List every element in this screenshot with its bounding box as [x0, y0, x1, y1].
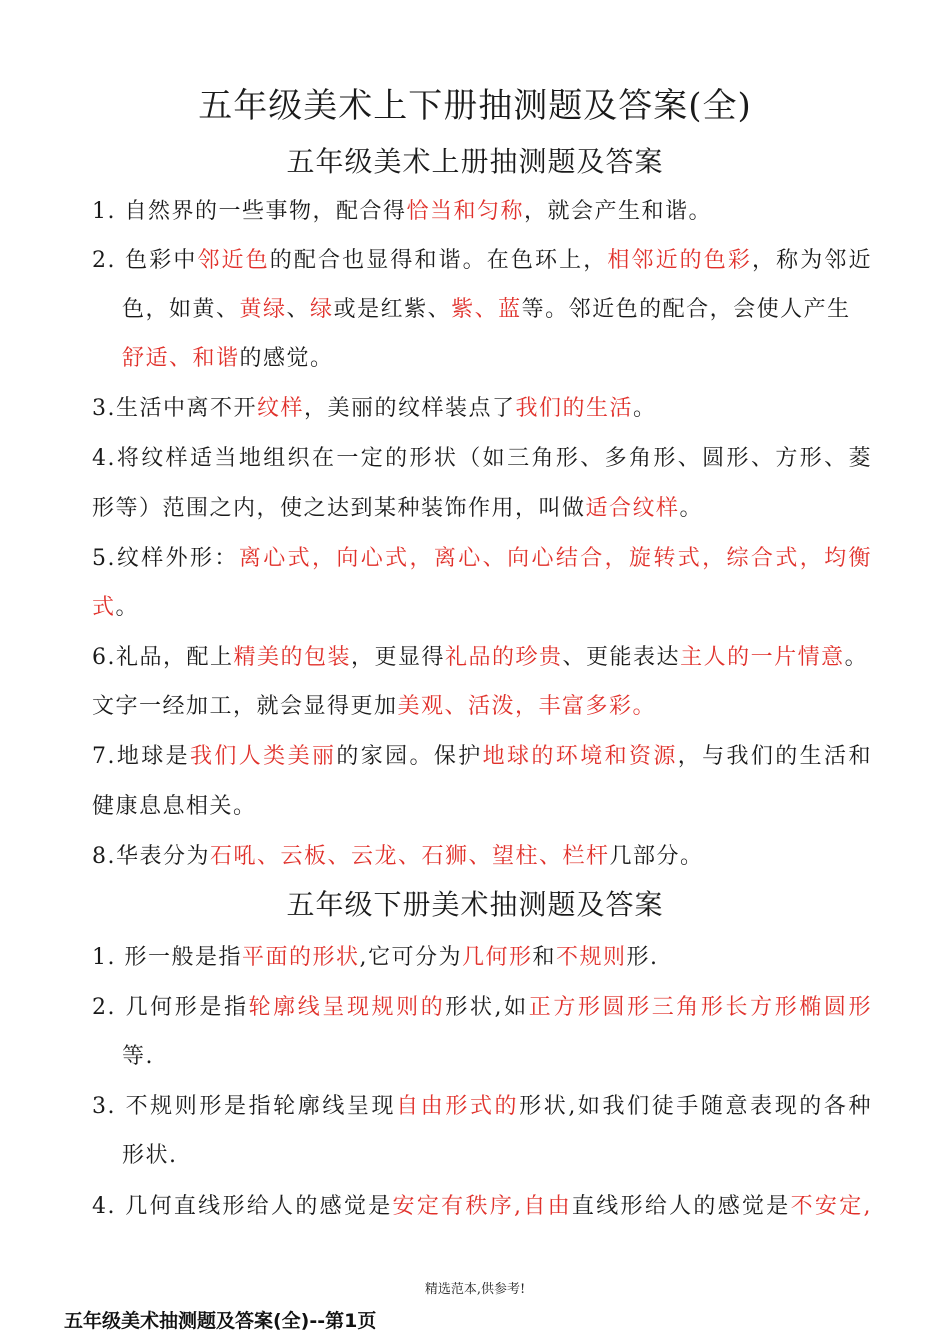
answer-text: 相邻近的色彩 — [607, 248, 753, 273]
part2-q3-line-2 — [122, 1140, 902, 1172]
q7-line-1 — [92, 741, 872, 773]
question-text: 等。邻近色的配合，会使人产生 — [521, 297, 851, 322]
question-text: ,它可分为 — [359, 945, 462, 970]
question-text: 形状. — [122, 1143, 178, 1168]
answer-text: 礼品的珍贵 — [445, 645, 563, 670]
q5-line-2 — [92, 592, 872, 624]
answer-text: 石吼、云板、云龙、石狮、望柱、栏杆 — [210, 844, 610, 869]
part2-q4-line — [92, 1191, 872, 1223]
question-text: 色，如黄、 — [122, 297, 240, 322]
q2-line-1 — [92, 245, 872, 277]
question-text: 形等）范围之内，使之达到某种装饰作用，叫做 — [92, 496, 586, 521]
question-text: 3.生活中离不开 — [92, 396, 257, 421]
q4-line-1 — [92, 443, 872, 475]
question-text: 6.礼品，配上 — [92, 645, 234, 670]
question-text: 的配合也显得和谐。在色环上， — [269, 248, 608, 273]
question-text: 1. 形一般是指 — [92, 945, 242, 970]
answer-text: 平面的形状 — [241, 945, 360, 970]
answer-text: 紫、蓝 — [451, 297, 522, 322]
question-text: 直线形给人的感觉是 — [571, 1194, 791, 1219]
question-text: 的感觉。 — [239, 346, 334, 371]
answer-text: 恰当和匀称 — [406, 199, 524, 224]
part2-q3-line-1 — [92, 1091, 872, 1123]
answer-text: 美观、活泼，丰富多彩。 — [397, 694, 657, 719]
q7-line-2 — [92, 791, 872, 823]
question-text: 3. 不规则形是指轮廓线呈现 — [92, 1094, 397, 1119]
main-title: 五年级美术上下册抽测题及答案(全) — [198, 86, 752, 126]
question-text: 。 — [115, 595, 140, 620]
q2-line-2 — [122, 294, 902, 326]
question-text: 4. 几何直线形给人的感觉是 — [92, 1194, 393, 1219]
answer-text: 几何形 — [462, 945, 533, 970]
question-text: 和 — [532, 945, 557, 970]
question-text: 、更能表达 — [562, 645, 681, 670]
answer-text: 自由形式的 — [396, 1094, 520, 1119]
question-text: 或是红紫、 — [333, 297, 452, 322]
question-text: 文字一经加工，就会显得更加 — [92, 694, 398, 719]
answer-text: 安定有秩序,自由 — [392, 1194, 572, 1219]
answer-text: 邻近色 — [197, 248, 270, 273]
q6-line-1 — [92, 642, 872, 674]
question-text: ，与我们的生活和 — [677, 744, 872, 769]
question-text: 7.地球是 — [92, 744, 191, 769]
answer-text: 不规则 — [556, 945, 627, 970]
question-text: 。 — [679, 496, 704, 521]
answer-text: 式 — [92, 595, 116, 620]
question-text: 健康息息相关。 — [92, 794, 257, 819]
question-text: 形状,如 — [445, 995, 529, 1020]
question-text: ，美丽的纹样装点了 — [304, 396, 516, 421]
question-text: 几部分。 — [609, 844, 704, 869]
question-text: 的家园。保护 — [336, 744, 483, 769]
answer-text: 我们人类美丽 — [190, 744, 337, 769]
question-text: 8.华表分为 — [92, 844, 210, 869]
answer-text: 轮廓线呈现规则的 — [248, 995, 446, 1020]
q8-line — [92, 841, 872, 873]
question-text: ，更显得 — [351, 645, 446, 670]
q5-line-1 — [92, 543, 872, 575]
answer-text: 黄绿 — [239, 297, 287, 322]
part2-q1-line — [92, 942, 872, 974]
part2-q2-line-1 — [92, 992, 872, 1024]
question-text: 5.纹样外形： — [92, 546, 239, 571]
q6-line-2 — [92, 691, 872, 723]
question-text: 2. 色彩中 — [92, 248, 198, 273]
answer-text: 精美的包装 — [233, 645, 352, 670]
question-text: 。 — [844, 645, 869, 670]
footer-note: 精选范本,供参考! — [424, 1282, 526, 1297]
footer-page-title: 五年级美术抽测题及答案(全)--第1页 — [64, 1310, 377, 1332]
answer-text: 我们的生活 — [515, 396, 634, 421]
question-text: 4.将纹样适当地组织在一定的形状（如三角形、多角形、圆形、方形、菱 — [92, 446, 872, 471]
question-text: ，称为邻近 — [752, 248, 872, 273]
q4-line-2 — [92, 493, 872, 525]
question-text: 、 — [286, 297, 311, 322]
answer-text: 不安定, — [790, 1194, 872, 1219]
question-text: 。 — [633, 396, 657, 421]
question-text: 等. — [122, 1044, 154, 1069]
question-text: ，就会产生和谐。 — [524, 199, 713, 224]
q1-line — [92, 196, 872, 228]
question-text: 1. 自然界的一些事物，配合得 — [92, 199, 407, 224]
answer-text: 纹样 — [257, 396, 305, 421]
answer-text: 绿 — [310, 297, 334, 322]
part2-q2-line-2 — [122, 1041, 902, 1073]
answer-text: 舒适、和谐 — [122, 346, 240, 371]
question-text: 2. 几何形是指 — [92, 995, 249, 1020]
answer-text: 地球的环境和资源 — [482, 744, 678, 769]
answer-text: 正方形圆形三角形长方形椭圆形 — [528, 995, 872, 1020]
section1-title: 五年级美术上册抽测题及答案 — [286, 145, 664, 178]
section2-title: 五年级下册美术抽测题及答案 — [286, 888, 664, 921]
answer-text: 离心式，向心式，离心、向心结合，旋转式，综合式，均衡 — [238, 546, 872, 571]
q2-line-3 — [122, 343, 902, 375]
question-text: 形状,如我们徒手随意表现的各种 — [519, 1094, 872, 1119]
question-text: 形. — [626, 945, 659, 970]
answer-text: 主人的一片情意 — [680, 645, 845, 670]
q3-line — [92, 393, 872, 425]
answer-text: 适合纹样 — [585, 496, 680, 521]
